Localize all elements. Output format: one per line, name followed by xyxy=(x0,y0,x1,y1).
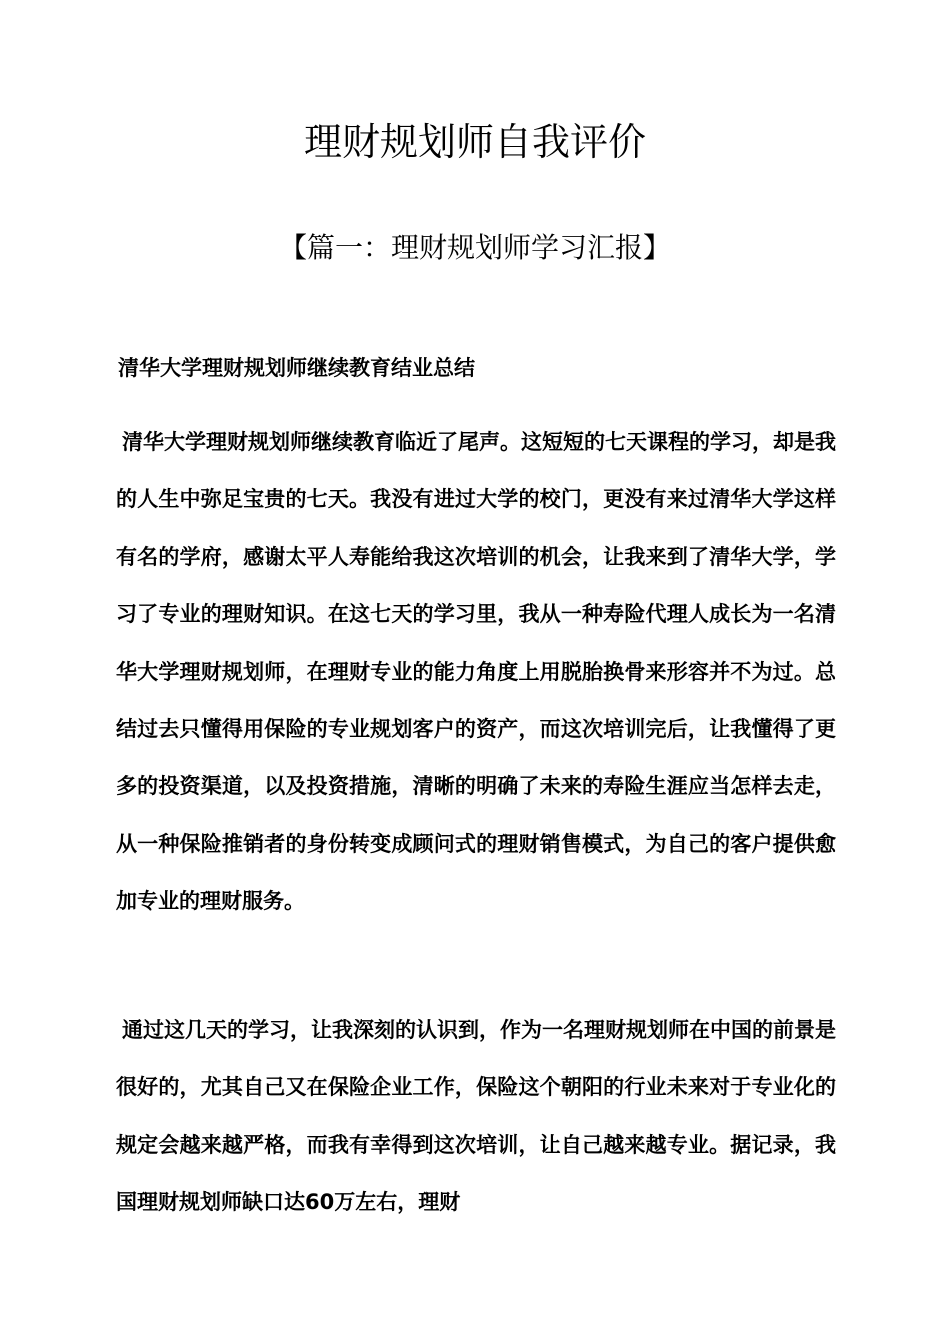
body-paragraph-1: 清华大学理财规划师继续教育临近了尾声。这短短的七天课程的学习，却是我的人生中弥足宝贵的七天。我没有进过大学的校门，更没有来过清华大学这样有名的学府，感谢太平人寿能给我这次培训的机会，让我来到了清华大学，学习了专业的理财知识。在这七天的学习里，我从一种寿险代理人成长为一名清华大学理财规划师，在理财专业的能力角度上用脱胎换骨来形容并不为过。总结过去只懂得用保险的专业规划客户的资产，而这次培训完后，让我懂得了更多的投资渠道，以及投资措施，清晰的明确了未来的寿险生涯应当怎样去走，从一种保险推销者的身份转变成顾问式的理财销售模式，为自己的客户提供愈加专业的理财服务。 xyxy=(116,430,836,914)
document-title: 理财规划师自我评价 xyxy=(303,120,646,164)
body-paragraph-2: 通过这几天的学习，让我深刻的认识到，作为一名理财规划师在中国的前景是很好的，尤其自己又在保险企业工作，保险这个朝阳的行业未来对于专业化的规定会越来越严格，而我有幸得到这次培训，让自己越来越专业。据记录，我国理财规划师缺口达60万左右，理财 xyxy=(116,1018,836,1215)
document-subtitle: 【篇一：理财规划师学习汇报】 xyxy=(278,231,671,264)
section-heading: 清华大学理财规划师继续教育结业总结 xyxy=(118,356,475,380)
